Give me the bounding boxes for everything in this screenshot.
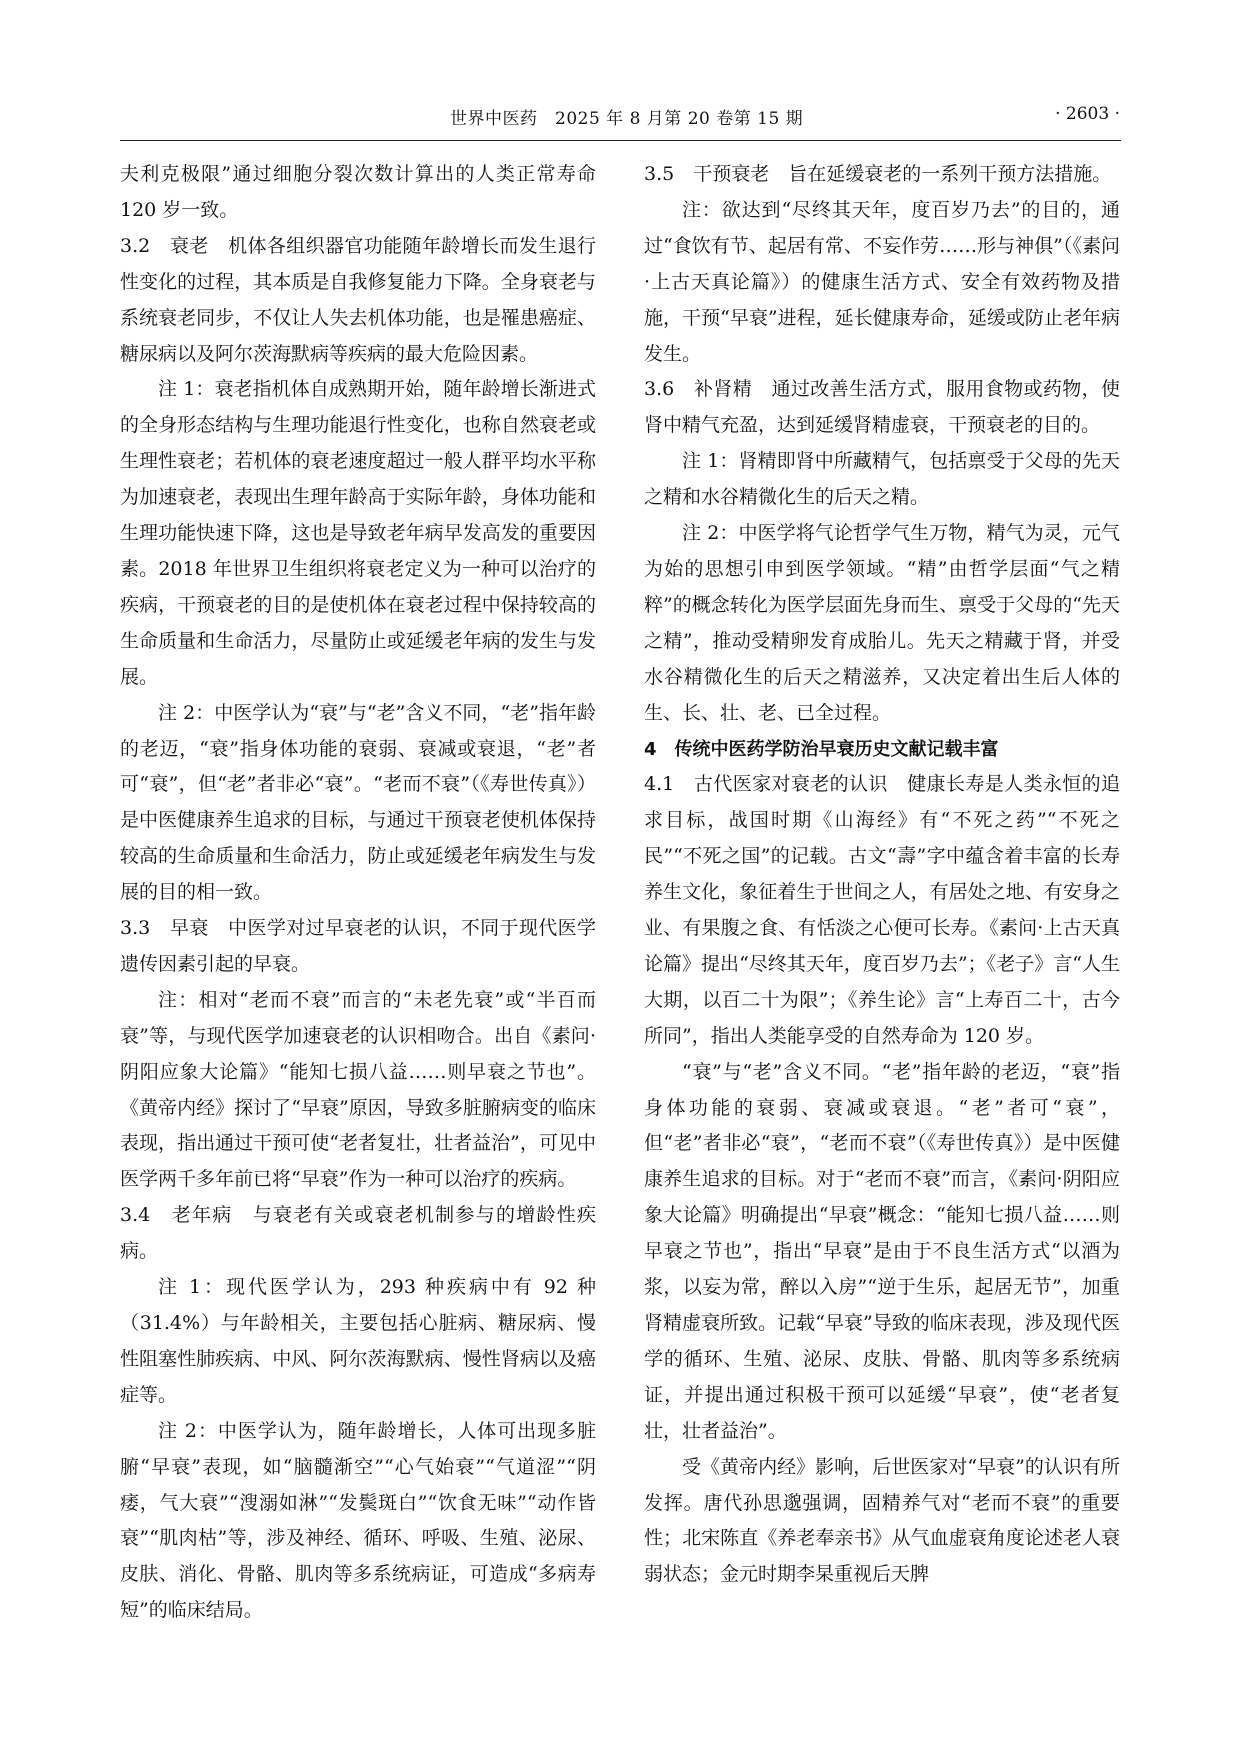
- paragraph-later-physicians: 受《黄帝内经》影响，后世医家对“早衰”的认识有所发挥。唐代孙思邈强调，固精养气对“老而不衰”的重要性；北宋陈直《养老奉亲书》从气血虚衰角度论述老人衰弱状态；金元时期李杲重视后天脾: [644, 1455, 1120, 1586]
- paragraph-continuation: 夫利克极限”通过细胞分裂次数计算出的人类正常寿命 120 岁一致。: [120, 163, 596, 221]
- note-3-2-2: 注 2：中医学认为“衰”与“老”含义不同，“老”指年龄的老迈，“衰”指身体功能的衰弱、衰减或衰退，“老”者可“衰”，但“老”者非必“衰”。“老而不衰”（《寿世传真》）是中医健康养生追求的目标，与通过干预衰老使机体保持较高的生命质量和生命活力，防止或延缓老年病发生与发展的目的相一致。: [120, 701, 596, 904]
- note-3-2-1: 注 1：衰老指机体自成熟期开始，随年龄增长渐进式的全身形态结构与生理功能退行性变化，也称自然衰老或生理性衰老；若机体的衰老速度超过一般人群平均水平称为加速衰老，表现出生理年龄高于实际年龄，身体功能和生理功能快速下降，这也是导致老年病早发高发的重要因素。2018 年世界卫生组织将衰老定义为一种可以治疗的疾病，干预衰老的目的是使机体在衰老过程中保持较高的生命质量和生命活力，尽量防止或延缓老年病的发生与发展。: [120, 378, 596, 688]
- note-3-6-1: 注 1：肾精即肾中所藏精气，包括禀受于父母的先天之精和水谷精微化生的后天之精。: [644, 450, 1120, 509]
- section-3-6-kidney-essence: 3.6 补肾精 通过改善生活方式，服用食物或药物，使肾中精气充盈，达到延缓肾精虚衰，干预衰老的目的。: [644, 378, 1120, 437]
- note-3-4-1: 注 1：现代医学认为，293 种疾病中有 92 种（31.4%）与年龄相关，主要包括心脏病、糖尿病、慢性阻塞性肺疾病、中风、阿尔茨海默病、慢性肾病以及癌症等。: [120, 1276, 596, 1406]
- section-3-2-aging: 3.2 衰老 机体各组织器官功能随年龄增长而发生退行性变化的过程，其本质是自我修复能力下降。全身衰老与系统衰老同步，不仅让人失去机体功能，也是罹患癌症、糖尿病以及阿尔茨海默病等疾病的最大危险因素。: [120, 234, 596, 365]
- left-column: [120, 157, 596, 1629]
- note-3-4-2: 注 2：中医学认为，随年龄增长，人体可出现多脏腑“早衰”表现，如“脑髓渐空”“心气始衰”“气道涩”“阴痿，气大衰”“溲溺如淋”“发鬓斑白”“饮食无味”“动作皆衰”“肌肉枯”等，涉及神经、循环、呼吸、生殖、泌尿、皮肤、消化、骨骼、肌肉等多系统病证，可造成“多病寿短”的临床结局。: [120, 1419, 596, 1622]
- journal-citation: 世界中医药 2025 年 8 月第 20 卷第 15 期: [450, 109, 804, 129]
- right-column: [644, 157, 1120, 1593]
- page-number: · 2603 ·: [1055, 104, 1120, 124]
- section-4-heading: 4 传统中医药学防治早衰历史文献记载丰富: [644, 738, 999, 760]
- section-4-1-ancient-views: 4.1 古代医家对衰老的认识 健康长寿是人类永恒的追求目标，战国时期《山海经》有“不死之药”“不死之民”“不死之国”的记载。古文“壽”字中蕴含着丰富的长寿养生文化，象征着生于世间之人，有居处之地、有安身之业、有果腹之食、有恬淡之心便可长寿。《素问·上古天真论篇》提出“尽终其天年，度百岁乃去”；《老子》言“人生大期，以百二十为限”；《养生论》言“上寿百二十，古今所同”，指出人类能享受的自然寿命为 120 岁。: [644, 773, 1120, 1047]
- section-3-5-intervention: 3.5 干预衰老 旨在延缓衰老的一系列干预方法措施。: [644, 163, 1112, 185]
- section-3-4-geriatric-disease: 3.4 老年病 与衰老有关或衰老机制参与的增龄性疾病。: [120, 1204, 596, 1263]
- note-3-3: 注：相对“老而不衰”而言的“未老先衰”或“半百而衰”等，与现代医学加速衰老的认识相吻合。出自《素问·阴阳应象大论篇》“能知七损八益……则早衰之节也”。《黄帝内经》探讨了“早衰”原因，导致多脏腑病变的临床表现，指出通过干预可使“老者复壮，壮者益治”，可见中医学两千多年前已将“早衰”作为一种可以治疗的疾病。: [120, 988, 596, 1191]
- header-rule: [120, 140, 1121, 141]
- paragraph-aging-decline: “衰”与“老”含义不同。“老”指年龄的老迈，“衰”指身体功能的衰弱、衰减或衰退。“老”者可“衰”，但“老”者非必“衰”，“老而不衰”（《寿世传真》）是中医健康养生追求的目标。对于“老而不衰”而言，《素问·阴阳应象大论篇》明确提出“早衰”概念：“能知七损八益……则早衰之节也”，指出“早衰”是由于不良生活方式“以酒为浆，以妄为常，醉以入房”“逆于生乐，起居无节”，加重肾精虚衰所致。记载“早衰”导致的临床表现，涉及现代医学的循环、生殖、泌尿、皮肤、骨骼、肌肉等多系统病证，并提出通过积极干预可以延缓“早衰”，使“老者复壮，壮者益治”。: [644, 1060, 1120, 1442]
- note-3-5: 注：欲达到“尽终其天年，度百岁乃去”的目的，通过“食饮有节、起居有常、不妄作劳……形与神俱”（《素问·上古天真论篇》）的健康生活方式、安全有效药物及措施，干预“早衰”进程，延长健康寿命，延缓或防止老年病发生。: [644, 198, 1120, 365]
- note-3-6-2: 注 2：中医学将气论哲学气生万物，精气为灵，元气为始的思想引申到医学领域。“精”由哲学层面“气之精粹”的概念转化为医学层面先身而生、禀受于父母的“先天之精”，推动受精卵发育成胎儿。先天之精藏于肾，并受水谷精微化生的后天之精滋养，又决定着出生后人体的生、长、壮、老、已全过程。: [644, 522, 1120, 724]
- section-3-3-premature-aging: 3.3 早衰 中医学对过早衰老的认识，不同于现代医学遗传因素引起的早衰。: [120, 917, 596, 975]
- running-header: [120, 104, 1120, 130]
